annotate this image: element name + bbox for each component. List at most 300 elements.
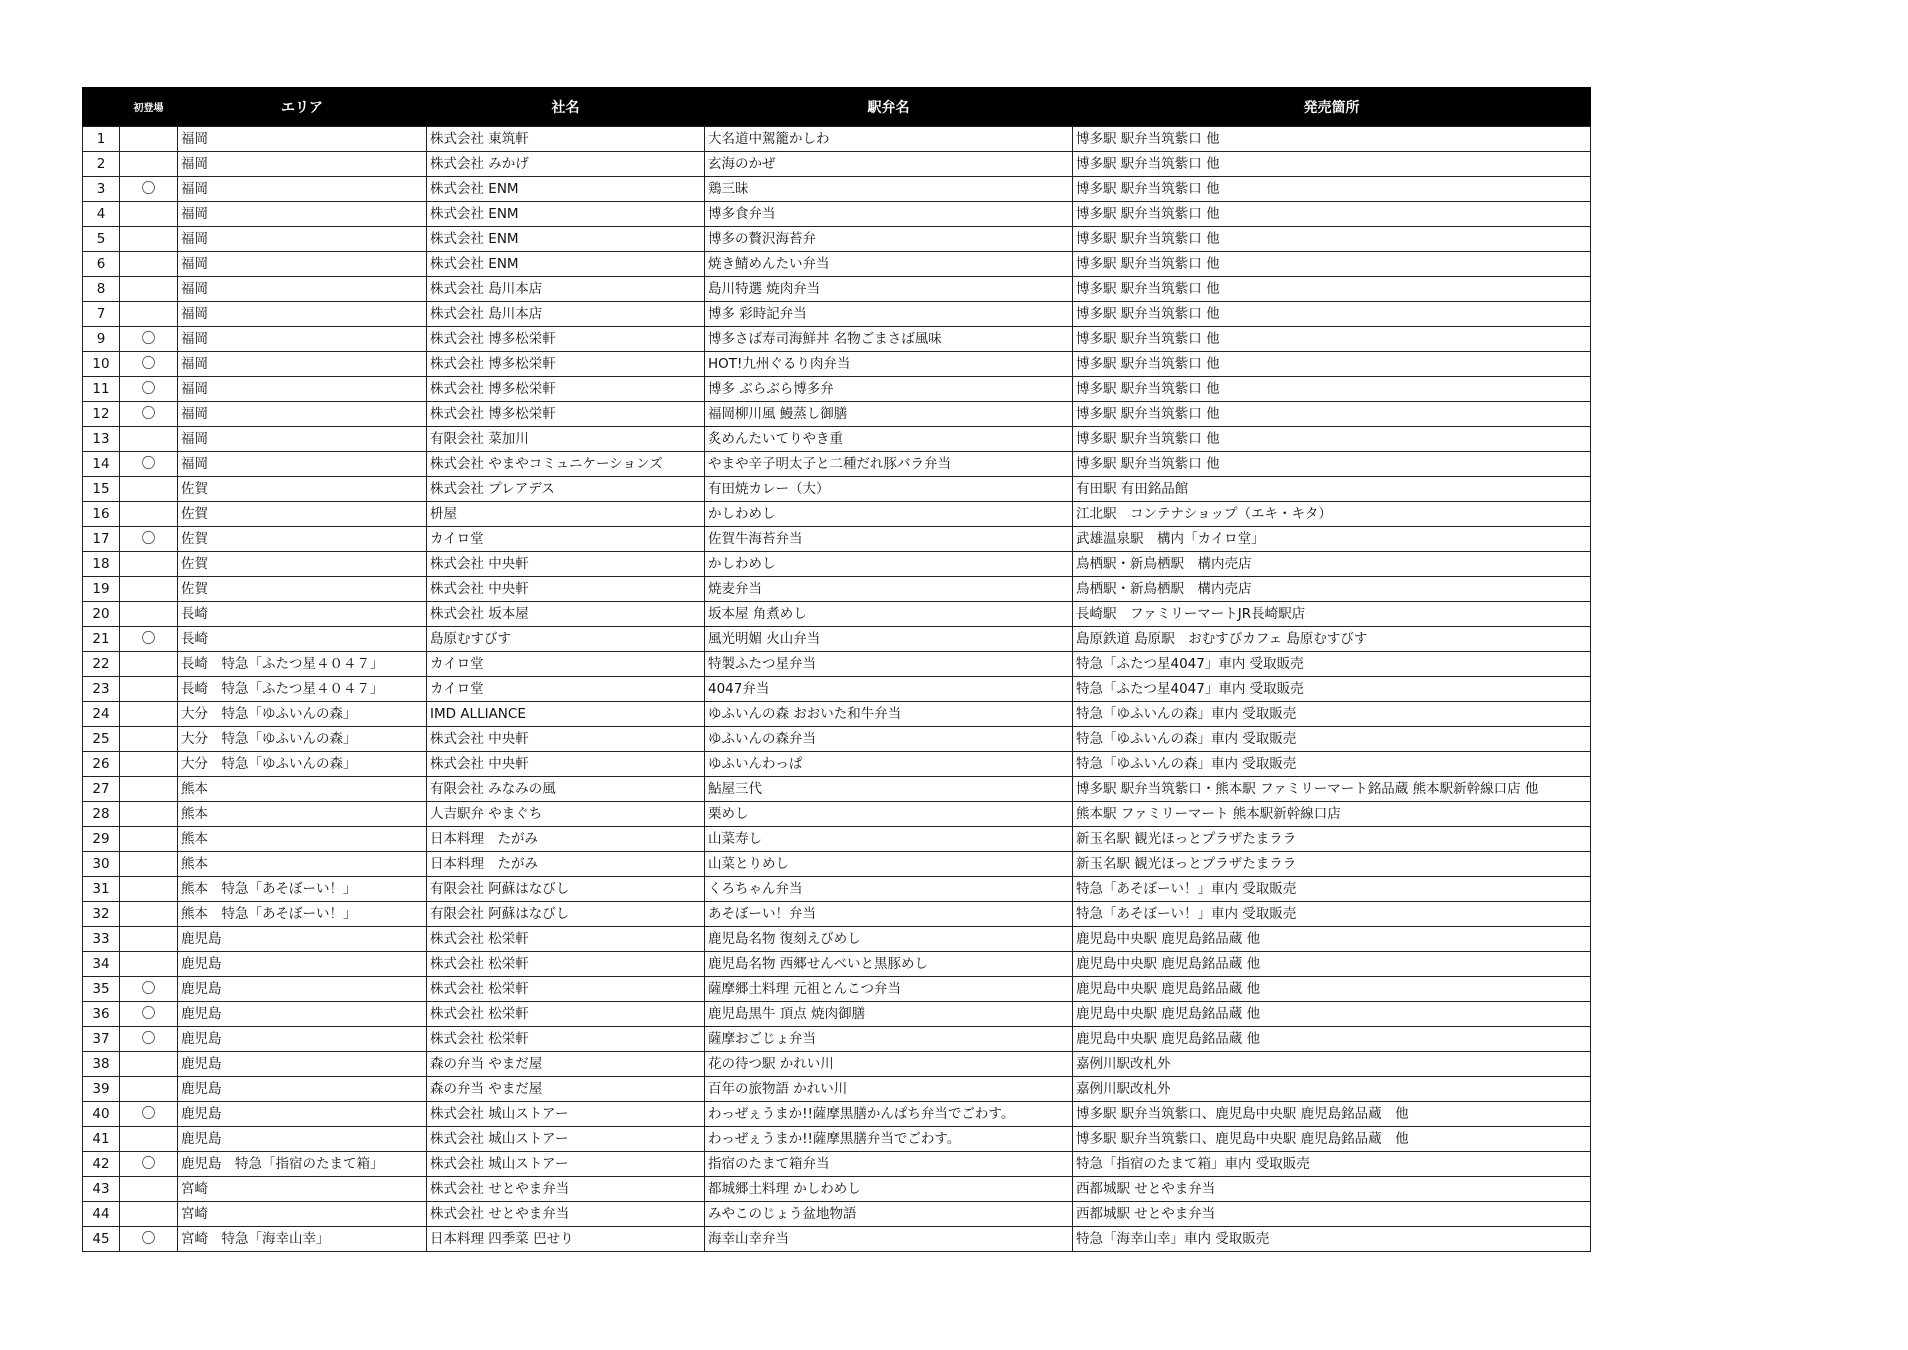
- row-number: 2: [83, 152, 120, 177]
- company-cell: 日本料理 たがみ: [427, 852, 705, 877]
- first-appearance-mark: [120, 852, 178, 877]
- row-number: 35: [83, 977, 120, 1002]
- location-cell: 博多駅 駅弁当筑紫口 他: [1073, 452, 1591, 477]
- location-cell: 鹿児島中央駅 鹿児島銘品蔵 他: [1073, 1002, 1591, 1027]
- area-cell: 福岡: [178, 277, 427, 302]
- row-number: 33: [83, 927, 120, 952]
- location-cell: 鹿児島中央駅 鹿児島銘品蔵 他: [1073, 1027, 1591, 1052]
- location-cell: 博多駅 駅弁当筑紫口 他: [1073, 302, 1591, 327]
- location-cell: 西都城駅 せとやま弁当: [1073, 1202, 1591, 1227]
- first-appearance-mark: 〇: [120, 977, 178, 1002]
- company-cell: 森の弁当 やまだ屋: [427, 1077, 705, 1102]
- col-header-bento: 駅弁名: [705, 87, 1073, 127]
- row-number: 12: [83, 402, 120, 427]
- first-appearance-mark: 〇: [120, 452, 178, 477]
- location-cell: 博多駅 駅弁当筑紫口、鹿児島中央駅 鹿児島銘品蔵 他: [1073, 1102, 1591, 1127]
- location-cell: 島原鉄道 島原駅 おむすびカフェ 島原むすびす: [1073, 627, 1591, 652]
- first-appearance-mark: 〇: [120, 627, 178, 652]
- first-appearance-mark: 〇: [120, 377, 178, 402]
- first-appearance-mark: 〇: [120, 177, 178, 202]
- area-cell: 鹿児島: [178, 1127, 427, 1152]
- bento-name-cell: 鹿児島名物 復刻えびめし: [705, 927, 1073, 952]
- bento-name-cell: やまや辛子明太子と二種だれ豚バラ弁当: [705, 452, 1073, 477]
- company-cell: IMD ALLIANCE: [427, 702, 705, 727]
- bento-name-cell: 鹿児島名物 西郷せんべいと黒豚めし: [705, 952, 1073, 977]
- first-appearance-mark: 〇: [120, 352, 178, 377]
- first-appearance-mark: [120, 302, 178, 327]
- area-cell: 大分 特急「ゆふいんの森」: [178, 727, 427, 752]
- location-cell: 博多駅 駅弁当筑紫口 他: [1073, 402, 1591, 427]
- row-number: 5: [83, 227, 120, 252]
- area-cell: 大分 特急「ゆふいんの森」: [178, 752, 427, 777]
- bento-name-cell: あそぼーい！弁当: [705, 902, 1073, 927]
- company-cell: 株式会社 松栄軒: [427, 1027, 705, 1052]
- area-cell: 福岡: [178, 402, 427, 427]
- row-number: 24: [83, 702, 120, 727]
- table-row: [83, 777, 1591, 802]
- area-cell: 佐賀: [178, 527, 427, 552]
- company-cell: 株式会社 せとやま弁当: [427, 1202, 705, 1227]
- company-cell: 日本料理 四季菜 巴せり: [427, 1227, 705, 1252]
- row-number: 29: [83, 827, 120, 852]
- location-cell: 熊本駅 ファミリーマート 熊本駅新幹線口店: [1073, 802, 1591, 827]
- bento-name-cell: 焼き鯖めんたい弁当: [705, 252, 1073, 277]
- bento-name-cell: ゆふいんわっぱ: [705, 752, 1073, 777]
- table-row: [83, 202, 1591, 227]
- row-number: 25: [83, 727, 120, 752]
- bento-name-cell: かしわめし: [705, 552, 1073, 577]
- location-cell: 嘉例川駅改札外: [1073, 1052, 1591, 1077]
- row-number: 4: [83, 202, 120, 227]
- location-cell: 博多駅 駅弁当筑紫口 他: [1073, 327, 1591, 352]
- first-appearance-mark: [120, 1077, 178, 1102]
- area-cell: 鹿児島: [178, 927, 427, 952]
- first-appearance-mark: 〇: [120, 402, 178, 427]
- row-number: 14: [83, 452, 120, 477]
- company-cell: 株式会社 松栄軒: [427, 1002, 705, 1027]
- first-appearance-mark: [120, 202, 178, 227]
- row-number: 34: [83, 952, 120, 977]
- table-row: [83, 252, 1591, 277]
- first-appearance-mark: [120, 1127, 178, 1152]
- location-cell: 特急「ふたつ星4047」車内 受取販売: [1073, 652, 1591, 677]
- table-row: [83, 427, 1591, 452]
- first-appearance-mark: 〇: [120, 527, 178, 552]
- table-row: [83, 1052, 1591, 1077]
- area-cell: 福岡: [178, 227, 427, 252]
- row-number: 19: [83, 577, 120, 602]
- row-number: 26: [83, 752, 120, 777]
- table-row: [83, 452, 1591, 477]
- first-appearance-mark: 〇: [120, 1002, 178, 1027]
- table-row: [83, 902, 1591, 927]
- first-appearance-mark: [120, 1202, 178, 1227]
- company-cell: 株式会社 中央軒: [427, 752, 705, 777]
- company-cell: 株式会社 坂本屋: [427, 602, 705, 627]
- bento-name-cell: 焼麦弁当: [705, 577, 1073, 602]
- row-number: 7: [83, 302, 120, 327]
- company-cell: 株式会社 ENM: [427, 177, 705, 202]
- row-number: 9: [83, 327, 120, 352]
- location-cell: 鳥栖駅・新鳥栖駅 構内売店: [1073, 577, 1591, 602]
- company-cell: カイロ堂: [427, 652, 705, 677]
- first-appearance-mark: [120, 802, 178, 827]
- location-cell: 新玉名駅 観光ほっとプラザたまララ: [1073, 852, 1591, 877]
- row-number: 11: [83, 377, 120, 402]
- location-cell: 博多駅 駅弁当筑紫口、鹿児島中央駅 鹿児島銘品蔵 他: [1073, 1127, 1591, 1152]
- table-row: [83, 502, 1591, 527]
- area-cell: 鹿児島: [178, 1102, 427, 1127]
- company-cell: 株式会社 ENM: [427, 202, 705, 227]
- table-row: [83, 602, 1591, 627]
- bento-name-cell: 百年の旅物語 かれい川: [705, 1077, 1073, 1102]
- bento-name-cell: 鶏三昧: [705, 177, 1073, 202]
- bento-name-cell: 4047弁当: [705, 677, 1073, 702]
- row-number: 18: [83, 552, 120, 577]
- first-appearance-mark: [120, 277, 178, 302]
- location-cell: 博多駅 駅弁当筑紫口 他: [1073, 277, 1591, 302]
- bento-name-cell: 博多 彩時記弁当: [705, 302, 1073, 327]
- first-appearance-mark: [120, 502, 178, 527]
- row-number: 17: [83, 527, 120, 552]
- table-row: [83, 627, 1591, 652]
- bento-name-cell: 博多の贅沢海苔弁: [705, 227, 1073, 252]
- table-row: [83, 852, 1591, 877]
- area-cell: 福岡: [178, 352, 427, 377]
- table-row: [83, 802, 1591, 827]
- company-cell: 株式会社 中央軒: [427, 552, 705, 577]
- first-appearance-mark: [120, 577, 178, 602]
- location-cell: 特急「ゆふいんの森」車内 受取販売: [1073, 702, 1591, 727]
- first-appearance-mark: [120, 477, 178, 502]
- bento-name-cell: 海幸山幸弁当: [705, 1227, 1073, 1252]
- area-cell: 長崎: [178, 627, 427, 652]
- bento-name-cell: 島川特選 焼肉弁当: [705, 277, 1073, 302]
- bento-name-cell: 指宿のたまて箱弁当: [705, 1152, 1073, 1177]
- row-number: 16: [83, 502, 120, 527]
- row-number: 39: [83, 1077, 120, 1102]
- location-cell: 江北駅 コンテナショップ（エキ・キタ）: [1073, 502, 1591, 527]
- col-header-company: 社名: [427, 87, 705, 127]
- company-cell: 人吉駅弁 やまぐち: [427, 802, 705, 827]
- bento-name-cell: くろちゃん弁当: [705, 877, 1073, 902]
- company-cell: 株式会社 城山ストアー: [427, 1152, 705, 1177]
- area-cell: 長崎 特急「ふたつ星４０４７」: [178, 652, 427, 677]
- table-row: [83, 952, 1591, 977]
- table-row: [83, 1202, 1591, 1227]
- table-row: [83, 1227, 1591, 1252]
- area-cell: 佐賀: [178, 577, 427, 602]
- first-appearance-mark: [120, 252, 178, 277]
- location-cell: 博多駅 駅弁当筑紫口 他: [1073, 352, 1591, 377]
- table-row: [83, 352, 1591, 377]
- first-appearance-mark: [120, 1052, 178, 1077]
- location-cell: 博多駅 駅弁当筑紫口 他: [1073, 127, 1591, 152]
- table-row: [83, 402, 1591, 427]
- location-cell: 武雄温泉駅 構内「カイロ堂」: [1073, 527, 1591, 552]
- company-cell: 株式会社 中央軒: [427, 577, 705, 602]
- first-appearance-mark: [120, 877, 178, 902]
- first-appearance-mark: [120, 952, 178, 977]
- company-cell: 株式会社 博多松栄軒: [427, 402, 705, 427]
- location-cell: 特急「あそぼーい！」車内 受取販売: [1073, 902, 1591, 927]
- area-cell: 福岡: [178, 202, 427, 227]
- location-cell: 博多駅 駅弁当筑紫口 他: [1073, 427, 1591, 452]
- bento-name-cell: 薩摩郷土料理 元祖とんこつ弁当: [705, 977, 1073, 1002]
- location-cell: 博多駅 駅弁当筑紫口・熊本駅 ファミリーマート銘品蔵 熊本駅新幹線口店 他: [1073, 777, 1591, 802]
- col-header-no: [83, 87, 120, 127]
- first-appearance-mark: [120, 602, 178, 627]
- table-row: [83, 752, 1591, 777]
- company-cell: 株式会社 ENM: [427, 227, 705, 252]
- company-cell: 株式会社 東筑軒: [427, 127, 705, 152]
- first-appearance-mark: [120, 427, 178, 452]
- area-cell: 福岡: [178, 252, 427, 277]
- area-cell: 福岡: [178, 152, 427, 177]
- row-number: 42: [83, 1152, 120, 1177]
- first-appearance-mark: 〇: [120, 1102, 178, 1127]
- company-cell: 森の弁当 やまだ屋: [427, 1052, 705, 1077]
- area-cell: 福岡: [178, 177, 427, 202]
- bento-name-cell: 薩摩おごじょ弁当: [705, 1027, 1073, 1052]
- location-cell: 特急「海幸山幸」車内 受取販売: [1073, 1227, 1591, 1252]
- table-row: [83, 552, 1591, 577]
- row-number: 10: [83, 352, 120, 377]
- first-appearance-mark: [120, 702, 178, 727]
- company-cell: 有限会社 阿蘇はなびし: [427, 877, 705, 902]
- bento-name-cell: わっぜぇうまか!!薩摩黒膳かんぱち弁当でごわす。: [705, 1102, 1073, 1127]
- bento-name-cell: HOT!九州ぐるり肉弁当: [705, 352, 1073, 377]
- row-number: 21: [83, 627, 120, 652]
- row-number: 3: [83, 177, 120, 202]
- area-cell: 福岡: [178, 377, 427, 402]
- bento-name-cell: わっぜぇうまか!!薩摩黒膳弁当でごわす。: [705, 1127, 1073, 1152]
- company-cell: 株式会社 松栄軒: [427, 977, 705, 1002]
- row-number: 44: [83, 1202, 120, 1227]
- first-appearance-mark: 〇: [120, 1227, 178, 1252]
- table-row: [83, 327, 1591, 352]
- area-cell: 福岡: [178, 327, 427, 352]
- first-appearance-mark: 〇: [120, 1027, 178, 1052]
- row-number: 37: [83, 1027, 120, 1052]
- first-appearance-mark: [120, 552, 178, 577]
- location-cell: 新玉名駅 観光ほっとプラザたまララ: [1073, 827, 1591, 852]
- location-cell: 鹿児島中央駅 鹿児島銘品蔵 他: [1073, 952, 1591, 977]
- row-number: 23: [83, 677, 120, 702]
- table-row: [83, 477, 1591, 502]
- location-cell: 博多駅 駅弁当筑紫口 他: [1073, 177, 1591, 202]
- location-cell: 博多駅 駅弁当筑紫口 他: [1073, 202, 1591, 227]
- table-row: [83, 702, 1591, 727]
- company-cell: 株式会社 プレアデス: [427, 477, 705, 502]
- location-cell: 鹿児島中央駅 鹿児島銘品蔵 他: [1073, 927, 1591, 952]
- company-cell: 株式会社 せとやま弁当: [427, 1177, 705, 1202]
- area-cell: 長崎 特急「ふたつ星４０４７」: [178, 677, 427, 702]
- area-cell: 佐賀: [178, 552, 427, 577]
- area-cell: 長崎: [178, 602, 427, 627]
- area-cell: 鹿児島: [178, 952, 427, 977]
- area-cell: 福岡: [178, 452, 427, 477]
- area-cell: 熊本: [178, 827, 427, 852]
- area-cell: 宮崎: [178, 1177, 427, 1202]
- table-row: [83, 527, 1591, 552]
- bento-name-cell: 博多食弁当: [705, 202, 1073, 227]
- company-cell: 株式会社 島川本店: [427, 302, 705, 327]
- table-row: [83, 727, 1591, 752]
- company-cell: 株式会社 城山ストアー: [427, 1127, 705, 1152]
- area-cell: 鹿児島: [178, 1052, 427, 1077]
- table-row: [83, 127, 1591, 152]
- table-row: [83, 827, 1591, 852]
- company-cell: 株式会社 みかげ: [427, 152, 705, 177]
- company-cell: 株式会社 中央軒: [427, 727, 705, 752]
- bento-name-cell: 鮎屋三代: [705, 777, 1073, 802]
- company-cell: 枡屋: [427, 502, 705, 527]
- row-number: 1: [83, 127, 120, 152]
- location-cell: 博多駅 駅弁当筑紫口 他: [1073, 227, 1591, 252]
- company-cell: 日本料理 たがみ: [427, 827, 705, 852]
- location-cell: 長崎駅 ファミリーマートJR長崎駅店: [1073, 602, 1591, 627]
- row-number: 20: [83, 602, 120, 627]
- location-cell: 特急「ふたつ星4047」車内 受取販売: [1073, 677, 1591, 702]
- first-appearance-mark: 〇: [120, 1152, 178, 1177]
- row-number: 36: [83, 1002, 120, 1027]
- company-cell: カイロ堂: [427, 677, 705, 702]
- table-row: [83, 652, 1591, 677]
- bento-name-cell: 博多さば寿司海鮮丼 名物ごまさば風味: [705, 327, 1073, 352]
- table-body: [83, 127, 1591, 1252]
- row-number: 8: [83, 277, 120, 302]
- col-header-location: 発売箇所: [1073, 87, 1591, 127]
- bento-name-cell: 佐賀牛海苔弁当: [705, 527, 1073, 552]
- bento-name-cell: 都城郷土料理 かしわめし: [705, 1177, 1073, 1202]
- area-cell: 熊本 特急「あそぼーい！」: [178, 902, 427, 927]
- bento-name-cell: 福岡柳川風 鰻蒸し御膳: [705, 402, 1073, 427]
- area-cell: 熊本: [178, 777, 427, 802]
- location-cell: 西都城駅 せとやま弁当: [1073, 1177, 1591, 1202]
- table-row: [83, 1002, 1591, 1027]
- company-cell: 株式会社 やまやコミュニケーションズ: [427, 452, 705, 477]
- location-cell: 鹿児島中央駅 鹿児島銘品蔵 他: [1073, 977, 1591, 1002]
- row-number: 27: [83, 777, 120, 802]
- company-cell: 株式会社 松栄軒: [427, 952, 705, 977]
- first-appearance-mark: [120, 127, 178, 152]
- row-number: 30: [83, 852, 120, 877]
- table-row: [83, 877, 1591, 902]
- table-row: [83, 927, 1591, 952]
- table-row: [83, 677, 1591, 702]
- company-cell: 株式会社 島川本店: [427, 277, 705, 302]
- area-cell: 鹿児島: [178, 1077, 427, 1102]
- table-row: [83, 1077, 1591, 1102]
- area-cell: 福岡: [178, 427, 427, 452]
- bento-name-cell: 栗めし: [705, 802, 1073, 827]
- first-appearance-mark: [120, 1177, 178, 1202]
- area-cell: 鹿児島 特急「指宿のたまて箱」: [178, 1152, 427, 1177]
- table-row: [83, 1102, 1591, 1127]
- location-cell: 博多駅 駅弁当筑紫口 他: [1073, 377, 1591, 402]
- area-cell: 大分 特急「ゆふいんの森」: [178, 702, 427, 727]
- row-number: 22: [83, 652, 120, 677]
- first-appearance-mark: [120, 752, 178, 777]
- table-row: [83, 1177, 1591, 1202]
- bento-name-cell: 鹿児島黒牛 頂点 焼肉御膳: [705, 1002, 1073, 1027]
- bento-name-cell: 炙めんたいてりやき重: [705, 427, 1073, 452]
- bento-list-table: [82, 87, 1591, 1252]
- area-cell: 熊本: [178, 802, 427, 827]
- row-number: 40: [83, 1102, 120, 1127]
- bento-name-cell: みやこのじょう盆地物語: [705, 1202, 1073, 1227]
- company-cell: 株式会社 博多松栄軒: [427, 377, 705, 402]
- bento-name-cell: 玄海のかぜ: [705, 152, 1073, 177]
- table-row: [83, 377, 1591, 402]
- bento-name-cell: ゆふいんの森弁当: [705, 727, 1073, 752]
- first-appearance-mark: [120, 777, 178, 802]
- location-cell: 特急「指宿のたまて箱」車内 受取販売: [1073, 1152, 1591, 1177]
- first-appearance-mark: [120, 227, 178, 252]
- bento-name-cell: 大名道中駕籠かしわ: [705, 127, 1073, 152]
- first-appearance-mark: 〇: [120, 327, 178, 352]
- area-cell: 福岡: [178, 127, 427, 152]
- row-number: 13: [83, 427, 120, 452]
- bento-name-cell: 山菜とりめし: [705, 852, 1073, 877]
- first-appearance-mark: [120, 902, 178, 927]
- company-cell: 有限会社 みなみの風: [427, 777, 705, 802]
- table-row: [83, 577, 1591, 602]
- first-appearance-mark: [120, 827, 178, 852]
- location-cell: 特急「あそぼーい！」車内 受取販売: [1073, 877, 1591, 902]
- table-row: [83, 152, 1591, 177]
- location-cell: 博多駅 駅弁当筑紫口 他: [1073, 252, 1591, 277]
- location-cell: 特急「ゆふいんの森」車内 受取販売: [1073, 752, 1591, 777]
- location-cell: 特急「ゆふいんの森」車内 受取販売: [1073, 727, 1591, 752]
- table-row: [83, 977, 1591, 1002]
- company-cell: 株式会社 博多松栄軒: [427, 327, 705, 352]
- header-row: [83, 87, 1591, 127]
- row-number: 45: [83, 1227, 120, 1252]
- first-appearance-mark: [120, 727, 178, 752]
- company-cell: 株式会社 ENM: [427, 252, 705, 277]
- bento-name-cell: 特製ふたつ星弁当: [705, 652, 1073, 677]
- area-cell: 佐賀: [178, 502, 427, 527]
- col-header-area: エリア: [178, 87, 427, 127]
- company-cell: 有限会社 菜加川: [427, 427, 705, 452]
- area-cell: 鹿児島: [178, 977, 427, 1002]
- company-cell: 有限会社 阿蘇はなびし: [427, 902, 705, 927]
- bento-name-cell: かしわめし: [705, 502, 1073, 527]
- first-appearance-mark: [120, 652, 178, 677]
- company-cell: 株式会社 松栄軒: [427, 927, 705, 952]
- area-cell: 熊本: [178, 852, 427, 877]
- bento-name-cell: 有田焼カレー（大）: [705, 477, 1073, 502]
- table-row: [83, 277, 1591, 302]
- company-cell: 株式会社 博多松栄軒: [427, 352, 705, 377]
- area-cell: 宮崎: [178, 1202, 427, 1227]
- table-row: [83, 302, 1591, 327]
- first-appearance-mark: [120, 677, 178, 702]
- first-appearance-mark: [120, 927, 178, 952]
- row-number: 38: [83, 1052, 120, 1077]
- table-row: [83, 177, 1591, 202]
- bento-name-cell: 山菜寿し: [705, 827, 1073, 852]
- company-cell: 株式会社 城山ストアー: [427, 1102, 705, 1127]
- location-cell: 鳥栖駅・新鳥栖駅 構内売店: [1073, 552, 1591, 577]
- company-cell: 島原むすびす: [427, 627, 705, 652]
- table-row: [83, 227, 1591, 252]
- table-row: [83, 1027, 1591, 1052]
- row-number: 43: [83, 1177, 120, 1202]
- table-row: [83, 1127, 1591, 1152]
